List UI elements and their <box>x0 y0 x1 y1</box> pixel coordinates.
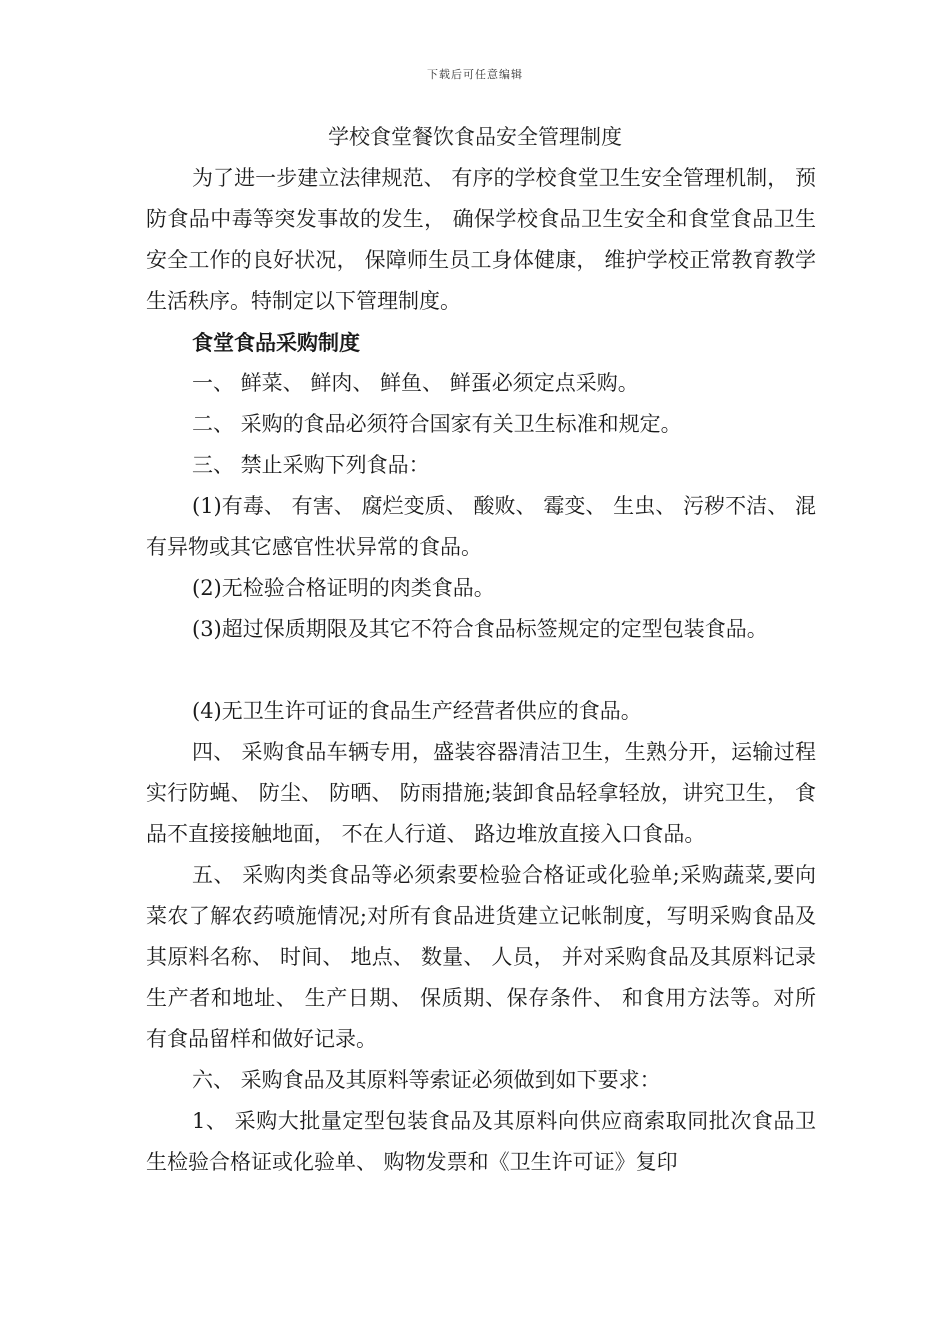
document-body <box>146 158 816 1183</box>
clause-3-item-3: (3)超过保质期限及其它不符合食品标签规定的定型包装食品。 <box>192 617 768 641</box>
clause-3-item-1: (1)有毒、 有害、 腐烂变质、 酸败、 霉变、 生虫、 污秽不洁、 混有异物或其它感官性状异常的食品。 <box>146 494 816 559</box>
clause-6-item-1: 1、 采购大批量定型包装食品及其原料向供应商索取同批次食品卫生检验合格证或化验单、 购物发票和《卫生许可证》复印 <box>146 1109 816 1174</box>
clause-4: 四、 采购食品车辆专用，盛装容器清洁卫生，生熟分开，运输过程实行防蝇、 防尘、 防晒、 防雨措施;装卸食品轻拿轻放，讲究卫生， 食品不直接接触地面， 不在人行道、 路边堆放直接入口食品。 <box>146 740 816 846</box>
header-note: 下载后可任意编辑 <box>427 68 523 81</box>
clause-3: 三、 禁止采购下列食品： <box>192 453 430 477</box>
clause-3-item-2: (2)无检验合格证明的肉类食品。 <box>192 576 495 600</box>
clause-2: 二、 采购的食品必须符合国家有关卫生标准和规定。 <box>192 412 682 436</box>
section-heading-procurement: 食堂食品采购制度 <box>192 330 360 355</box>
clause-6: 六、 采购食品及其原料等索证必须做到如下要求： <box>192 1068 661 1092</box>
clause-3-item-4: (4)无卫生许可证的食品生产经营者供应的食品。 <box>192 699 642 723</box>
document-title: 学校食堂餐饮食品安全管理制度 <box>328 125 622 149</box>
clause-5: 五、 采购肉类食品等必须索要检验合格证或化验单;采购蔬菜,要向菜农了解农药喷施情况;对所有食品进货建立记帐制度，写明采购食品及其原料名称、 时间、 地点、 数量、 人员， 并对采购食品及其原料记录生产者和地址、 生产日期、 保质期、保存条件、 和食用方法等。对所有食品留样和做好记录。 <box>146 863 816 1051</box>
clause-1: 一、 鲜菜、 鲜肉、 鲜鱼、 鲜蛋必须定点采购。 <box>192 371 639 395</box>
intro-paragraph: 为了进一步建立法律规范、 有序的学校食堂卫生安全管理机制， 预防食品中毒等突发事故的发生， 确保学校食品卫生安全和食堂食品卫生安全工作的良好状况， 保障师生员工身体健康， 维护学校正常教育教学生活秩序。特制定以下管理制度。 <box>146 166 816 313</box>
